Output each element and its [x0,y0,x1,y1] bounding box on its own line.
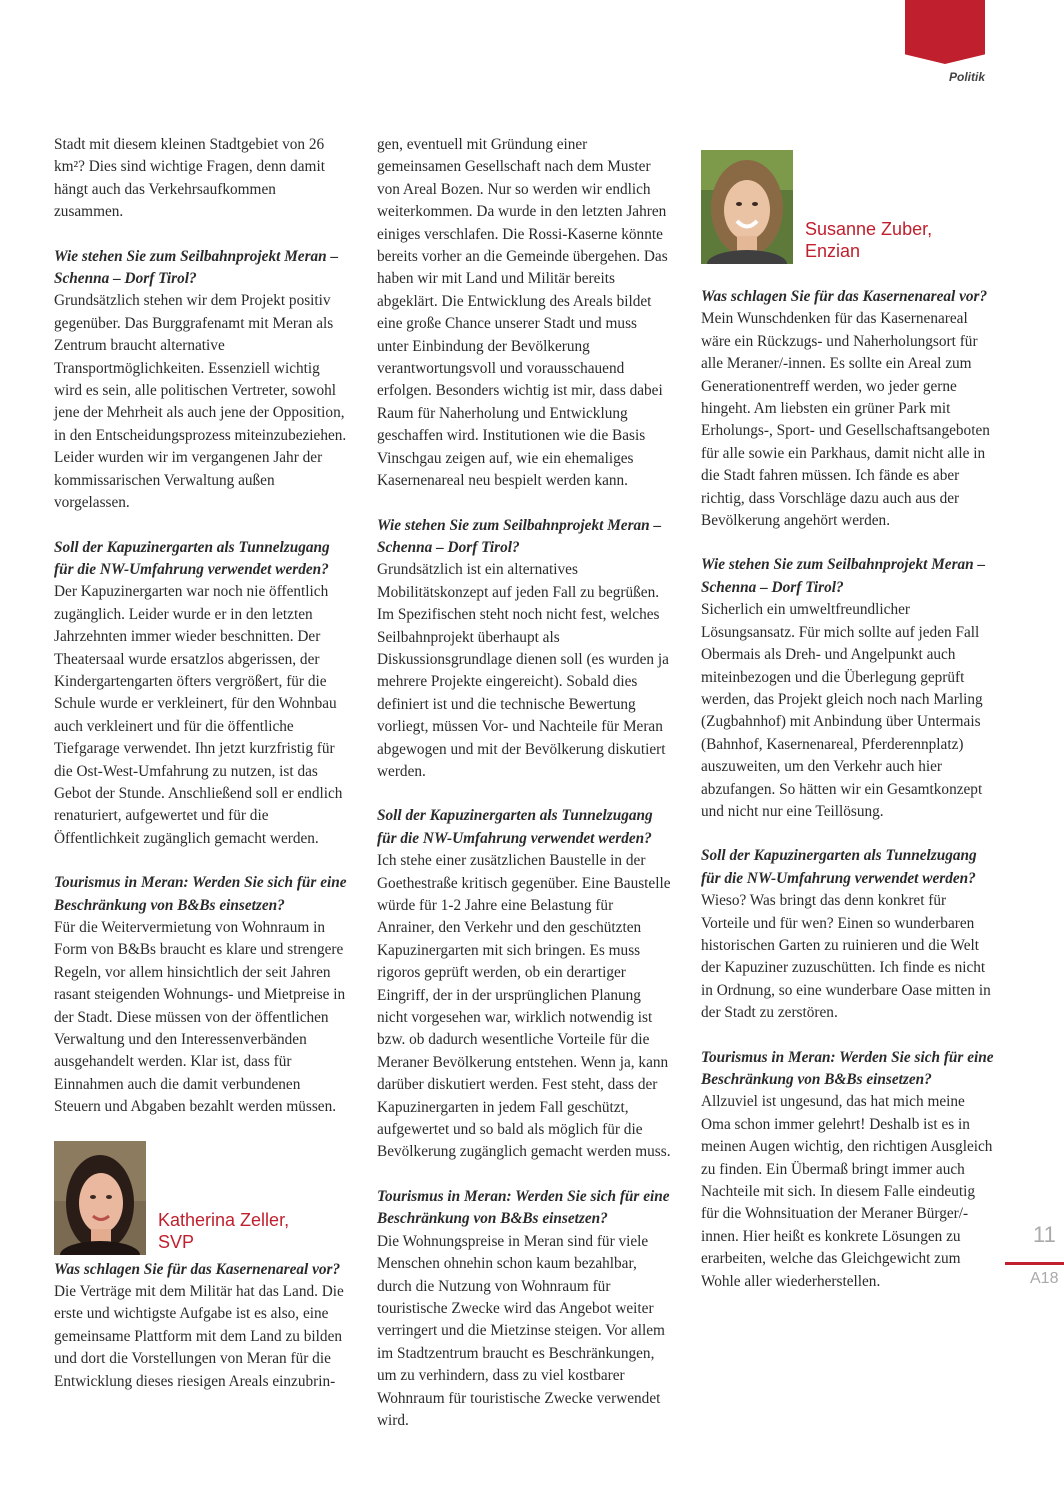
column-2 [377,134,671,1454]
answer: Die Verträge mit dem Militär hat das Land. Die erste und wichtigste Aufgabe ist es also, eine gemeinsame Plattform mit dem Land zu bilden und dort die Vorstellungen von Meran für die Entwicklung dieses riesigen Areals einzubrin- [54,1283,344,1390]
answer: Allzuviel ist ungesund, das hat mich meine Oma schon immer gelehrt! Deshalb ist es in meinen Augen wichtig, den richtigen Ausgleich zu finden. Ein Übermaß bringt immer auch Nachteile mit sich. In diesem Falle eindeutig für die Wohnsituation der Meraner Bürger/-innen. Hier heißt es konkrete Lösungen zu erarbeiten, welche das Gleichgewicht zum Wohle aller wiederherstellen. [701,1093,993,1290]
paragraph: gen, eventuell mit Gründung einer gemeinsamen Gesellschaft nach dem Muster von Areal Bozen. Nur so werden wir endlich weiterkommen. Da wurde in den letzten Jahren einiges verschlafen. Die Rossi-Kaserne könnte bereits vorher an die Gemeinde übergehen. Das haben wir mit Land und Militär bereits abgeklärt. Die Entwicklung des Areals bildet eine große Chance unserer Stadt und muss unter Einbindung der Bevölkerung verantwortungsvoll und vorausschauend erfolgen. Besonders wichtig ist mir, dass dabei Raum für Naherholung und Entwicklung geschaffen wird. Institutionen wie die Basis Vinschgau zeigen auf, wie ein ehemaliges Kasernenareal neu bespielt werden kann. [377,136,668,490]
section-label: Politik [948,70,985,84]
question: Wie stehen Sie zum Seilbahnprojekt Meran – Schenna – Dorf Tirol? [377,516,662,556]
question: Was schlagen Sie für das Kasernenareal vor? [701,288,988,305]
page-divider [1005,1262,1064,1265]
answer: Mein Wunschdenken für das Kasernenareal wäre ein Rückzugs- und Naherholungsort für alle Meraner/-innen. Es sollte ein Areal zum Generationentreff werden, wo jeder gerne hingeht. Am liebsten ein grüner Park mit Erholungs-, Sport- und Gesellschaftsangeboten für alle sowie ein Parkhaus, damit nicht alle in die Stadt fahren müssen. Ich fände es aber richtig, dass Vorschläge dazu auch aus der Bevölkerung angehört werden. [701,310,990,530]
portrait-photo [701,150,793,264]
question: Soll der Kapuzinergarten als Tunnelzugang für die NW-Umfahrung verwendet werden? [701,847,977,887]
paragraph: Stadt mit diesem kleinen Stadtgebiet von 26 km²? Dies sind wichtige Fragen, denn damit hängt auch das Verkehrsaufkommen zusammen. [54,136,325,221]
answer: Grundsätzlich ist ein alternatives Mobilitätskonzept auf jeden Fall zu begrüßen. Im Spezifischen steht noch nicht fest, welches Seilbahnprojekt überhaupt als Diskussionsgrundlage dienen soll (es wurden ja mehrere Projekte eingereicht). Sobald dies definiert ist und die technische Bewertung vorliegt, müssen Vor- und Nachteile für Meran abgewogen und mit der Bevölkerung diskutiert werden. [377,561,669,780]
profile-party: Enzian [805,241,861,261]
profile-name: Katherina Zeller, [158,1209,290,1230]
answer: Grundsätzlich stehen wir dem Projekt positiv gegenüber. Das Burggrafenamt mit Meran als Zentrum braucht alternative Transportmöglichkeiten. Essenziell wichtig wird es sein, alle politischen Vertreter, sowohl jene der Mehrheit als auch jene der Opposition, in den Entscheidungsprozess miteinzubeziehen. Leider wurden wir im vergangenen Jahr der kommissarischen Verwaltung außen vorgelassen. [54,292,347,512]
question: Soll der Kapuzinergarten als Tunnelzugang für die NW-Umfahrung verwendet werden? [377,807,653,847]
column-3 [701,150,995,1315]
page-number: 11 [1033,1222,1056,1247]
profile-name: Susanne Zuber, [805,219,933,239]
column-1 [54,134,348,1415]
question: Tourismus in Meran: Werden Sie sich für eine Beschränkung von B&Bs einsetzen? [701,1048,994,1088]
section-tab [905,0,985,64]
question: Tourismus in Meran: Werden Sie sich für eine Beschränkung von B&Bs einsetzen? [54,874,347,914]
profile-susanne-zuber [701,150,995,264]
answer: Für die Weitervermietung von Wohnraum in Form von B&Bs braucht es klare und strengere Regeln, vor allem hinsichtlich der seit Jahren rasant steigenden Wohnungs- und Mietpreise in der Stadt. Diese müssen von der öffentlichen Verwaltung und den Interessenverbänden ausgehandelt werden. Klar ist, dass für Einnahmen auch die damit verbundenen Steuern und Abgaben bezahlt werden müssen. [54,919,346,1116]
answer: Wieso? Was bringt das denn konkret für Vorteile und für wen? Einen so wunderbaren historischen Garten zu ruinieren und die Welt der Kapuziner zuzuschütten. Ich finde es nicht in Ordnung, so eine wunderbare Oase mitten in der Stadt zu zerstören. [701,892,991,1022]
answer: Ich stehe einer zusätzlichen Baustelle in der Goethestraße kritisch gegenüber. Eine Baustelle würde für 1-2 Jahre eine Belastung für Anrainer, den Verkehr und den geschützten Kapuzinergarten mit sich bringen. Es muss rigoros geprüft werden, ob ein derartiger Eingriff, der in der ursprünglichen Planung nicht vorgesehen war, wirklich notwendig ist bzw. ob dadurch wesentliche Vorteile für die Meraner Bevölkerung entstehen. Wenn ja, kann darüber diskutiert werden. Fest steht, dass der Kapuzinergarten in jedem Fall geschützt, aufgewertet und so bald als möglich für die Bevölkerung zugänglich gemacht werden muss. [377,852,671,1161]
question: Wie stehen Sie zum Seilbahnprojekt Meran – Schenna – Dorf Tirol? [701,556,986,596]
portrait-photo [54,1141,146,1255]
question: Was schlagen Sie für das Kasernenareal vor? [54,1260,341,1278]
profile-party: SVP [158,1231,195,1252]
answer: Sicherlich ein umweltfreundlicher Lösungsansatz. Für mich sollte auf jeden Fall Obermais als Dreh- und Angelpunkt auch miteinbezogen und die Überlegung geprüft werden, das Projekt gleich noch nach Marling (Zugbahnhof) mit Anbindung über Untermais (Bahnhof, Kasernenareal, Pferderennplatz) auszuweiten, um den Verkehr auch hier abzufangen. So hätten wir ein Gesamtkonzept und nicht nur eine Teillösung. [701,601,983,820]
answer: Der Kapuzinergarten war noch nie öffentlich zugänglich. Leider wurde er in den letzten Jahrzehnten immer wieder beschnitten. Der Theatersaal wurde ersatzlos abgerissen, der Kindergartengarten öfters vergrößert, für die Schule wurde er verkleinert, für den Wohnbau auch verkleinert und für die öffentliche Tiefgarage verwendet. Ihn jetzt kurzfristig für die Ost-West-Umfahrung zu nutzen, ist das Gebot der Stunde. Anschließend soll er endlich renaturiert, aufgewertet und für die Öffentlichkeit zugänglich gemacht werden. [54,583,343,847]
question: Tourismus in Meran: Werden Sie sich für eine Beschränkung von B&Bs einsetzen? [377,1187,670,1228]
answer: Die Wohnungspreise in Meran sind für viele Menschen ohnehin schon kaum bezahlbar, durch die Nutzung von Wohnraum für touristische Zwecke wird das Angebot weiter verringert und die Mietzinse steigen. Vor allem im Stadtzentrum braucht es Beschränkungen, um zu verhindern, dass zu viel kostbarer Wohnraum für touristische Zwecke verwendet wird. [377,1232,665,1429]
page-label: A18 [1030,1270,1059,1287]
question: Wie stehen Sie zum Seilbahnprojekt Meran – Schenna – Dorf Tirol? [54,247,339,288]
profile-katherina-zeller [54,1141,348,1255]
question: Soll der Kapuzinergarten als Tunnelzugang für die NW-Umfahrung verwendet werden? [54,538,330,578]
